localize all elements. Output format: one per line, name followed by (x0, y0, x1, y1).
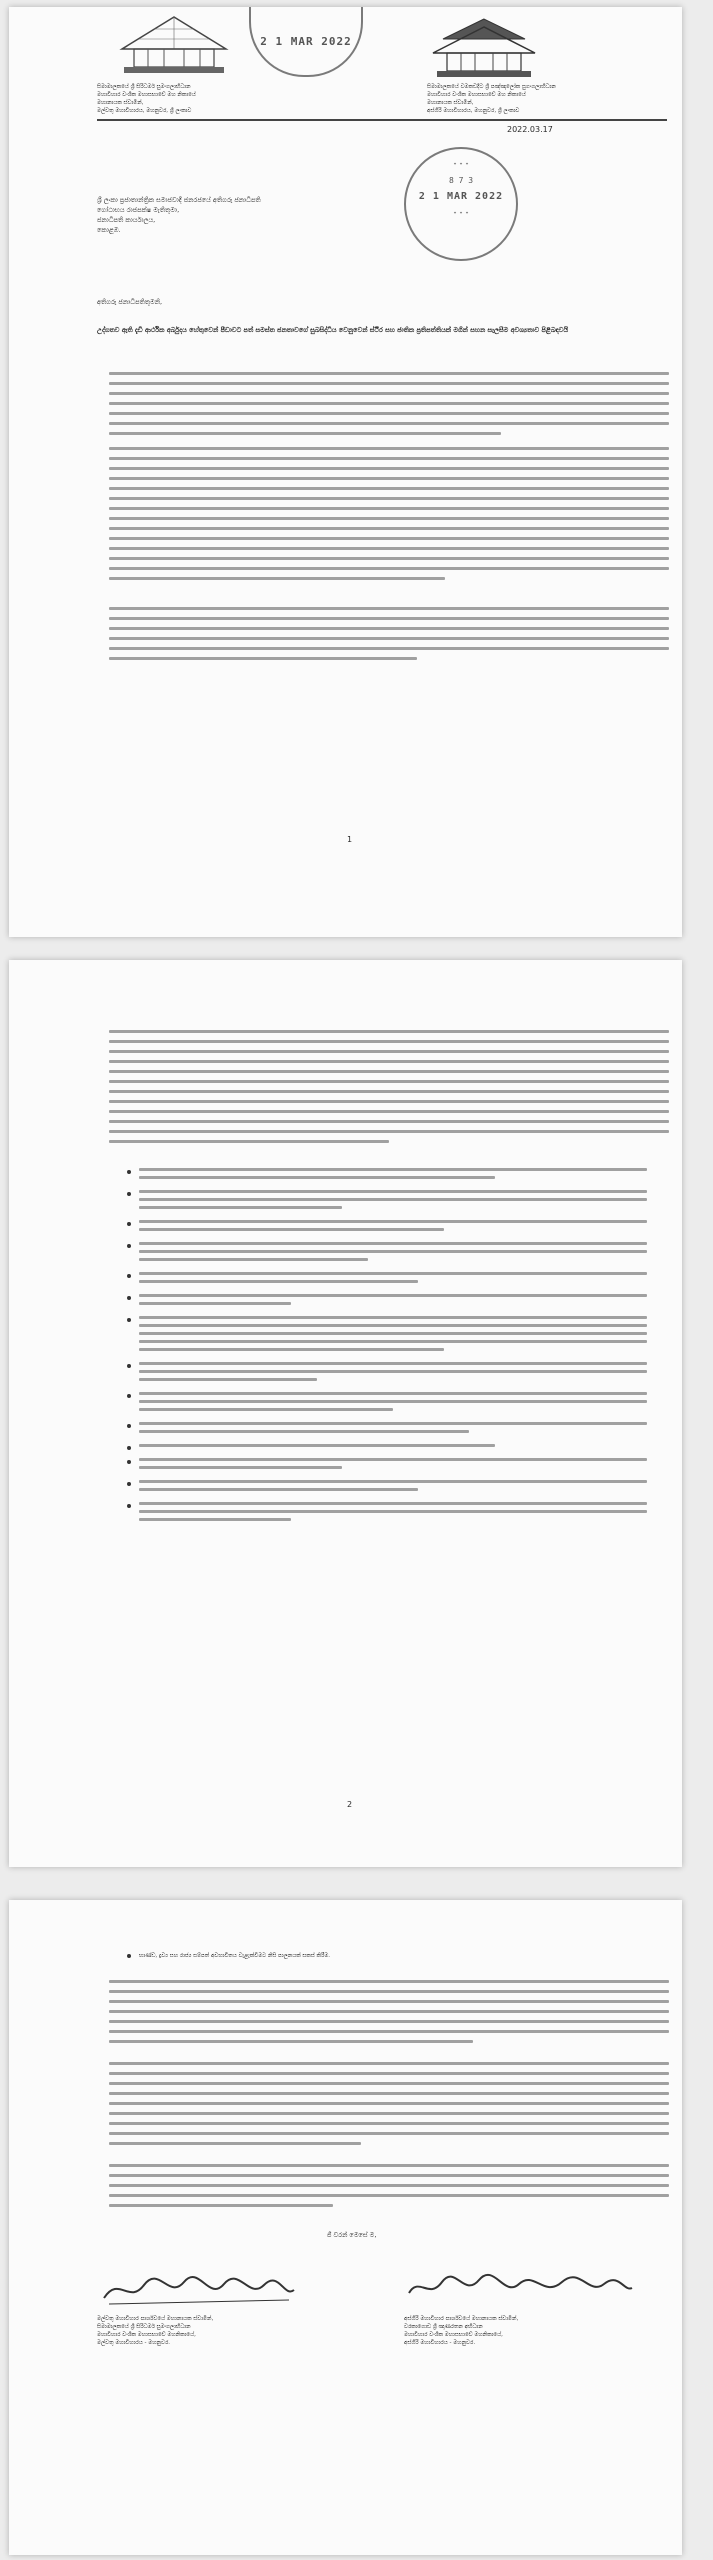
received-stamp: ✦ ✦ ✦ 8 7 3 2 1 MAR 2022 ✦ ✦ ✦ (404, 147, 518, 261)
salutation: අතිගරු ජනාධිපතිතුමනි, (97, 298, 163, 306)
signature-left (99, 2270, 299, 2310)
address-line: මහාවිහාර වංශික මහාසභාවේ මහ නිකායේ (427, 92, 526, 98)
list-item (127, 1316, 647, 1356)
letterhead-divider (97, 119, 667, 121)
list-item (127, 1458, 647, 1474)
recommendation-list-continued (127, 1952, 647, 1966)
list-item (127, 1294, 647, 1310)
recipient-line: ශ්‍රී ලංකා ප්‍රජාතාන්ත්‍රික සමාජවාදී ජනරජයේ අතිගරු ජනාධිපති (97, 196, 261, 204)
letter-subject: උද්ගතව ඇති දැඩි ආර්ථික අර්බුදය හේතුවෙන් පීඩාවට පත් සමස්ත ජනතාවගේ සුබසිද්ධිය වෙනුවෙන් ස්ථිර සහ ජාතික ප්‍රතිපත්තියක් මගින් සහන සැලසීම අවශ්‍යතාව පිළිබඳවයි (97, 326, 569, 334)
recipient-line: ජනාධිපති කාර්යාලය, (97, 216, 156, 224)
recipient-line: කොළඹ. (97, 226, 121, 234)
recipient-line: ගෝඨාභය රාජපක්ෂ මැතිතුමා, (97, 206, 180, 214)
signatory-line: අස්ගිරි මහාවිහාර පාර්ශ්වයේ මහානායක ස්වාමීන්, (404, 2316, 519, 2322)
signatory-line: මහාවිහාර වංශික මහාසභාවේ මහනිකායේ, (404, 2332, 503, 2338)
body-paragraph (109, 1980, 669, 2050)
body-paragraph (109, 447, 669, 587)
page-number: 2 (347, 1800, 353, 1809)
received-stamp-top (249, 7, 363, 77)
body-paragraph (109, 372, 669, 442)
closing-line: ජී වරන් මෙසේ ම, (327, 2231, 377, 2239)
letter-page-2 (9, 960, 682, 1867)
list-item (127, 1952, 647, 1960)
signatory-line: මහාවිහාර වංශික මහාසභාවේ මහනිකායේ, (97, 2332, 196, 2338)
list-item-text: භාණ්ඩ, ද්‍රව්‍ය සහ රාජ්‍ය සම්පත් අවභාවිතය වැළැක්වීමට නිසි පාලනයක් සකස් කිරීම. (139, 1953, 331, 1959)
letter-page-3 (9, 1900, 682, 2555)
list-item (127, 1422, 647, 1438)
signatory-line: සිමාමාලකයේ ශ්‍රී සිරිධර්ම සුමංගලාභිධාන (97, 2324, 191, 2330)
letter-date: 2022.03.17 (507, 125, 553, 134)
temple-icon-right (429, 17, 539, 79)
address-line: මහානායක ස්වාමීන්, (97, 100, 144, 106)
body-paragraph (109, 2164, 669, 2214)
signatory-line: අස්ගිරි මහාවිහාරය - මහනුවර. (404, 2340, 476, 2346)
list-item (127, 1502, 647, 1526)
address-line: මහාවිහාර වංශික මහාසභාවේ මහ නිකායේ (97, 92, 196, 98)
left-signatory-details (97, 2315, 317, 2347)
body-paragraph (109, 1030, 669, 1150)
list-item (127, 1392, 647, 1416)
list-item (127, 1242, 647, 1266)
address-line: සිමාමාලකයේ ශ්‍රී සිරිධර්ම සුමංගලාභිධාන (97, 84, 191, 90)
list-item (127, 1272, 647, 1288)
address-line: මල්වතු මහාවිහාරය, මහනුවර, ශ්‍රී ලංකාව (97, 108, 192, 114)
body-paragraph (109, 2062, 669, 2152)
stamp-date: 2 1 MAR 2022 (260, 35, 352, 48)
body-paragraph (109, 607, 669, 667)
signatory-line: මල්වතු මහාවිහාරය - මහනුවර. (97, 2340, 171, 2346)
list-item (127, 1480, 647, 1496)
right-signatory-details (404, 2315, 644, 2347)
recipient-address (97, 195, 347, 235)
list-item (127, 1220, 647, 1236)
signatory-line: වරකාගොඩ ශ්‍රී ඤාණරතන අභිධාන (404, 2324, 483, 2330)
recommendation-list (127, 1168, 647, 1532)
address-line: මහානායක ස්වාමීන්, (427, 100, 474, 106)
signatory-line: මල්වතු මහාවිහාර පාර්ශ්වයේ මහානායක ස්වාමීන්, (97, 2316, 214, 2322)
list-item (127, 1190, 647, 1214)
letter-page-1 (9, 7, 682, 937)
list-item (127, 1168, 647, 1184)
address-line: අස්ගිරි මහාවිහාරය, මහනුවර, ශ්‍රී ලංකාව (427, 108, 520, 114)
temple-icon-left (114, 15, 234, 77)
address-line: සිමාමාලකයේ වමකඩදිට ශ්‍රී පඤ්ඤාලෝක සුගංගලාභිධාන (427, 84, 556, 90)
right-letterhead-address (427, 83, 587, 115)
list-item (127, 1444, 647, 1452)
stamp-date: 2 1 MAR 2022 (418, 191, 504, 202)
page-number: 1 (347, 835, 353, 844)
list-item (127, 1362, 647, 1386)
signature-right (404, 2268, 634, 2308)
left-letterhead-address (97, 83, 247, 115)
